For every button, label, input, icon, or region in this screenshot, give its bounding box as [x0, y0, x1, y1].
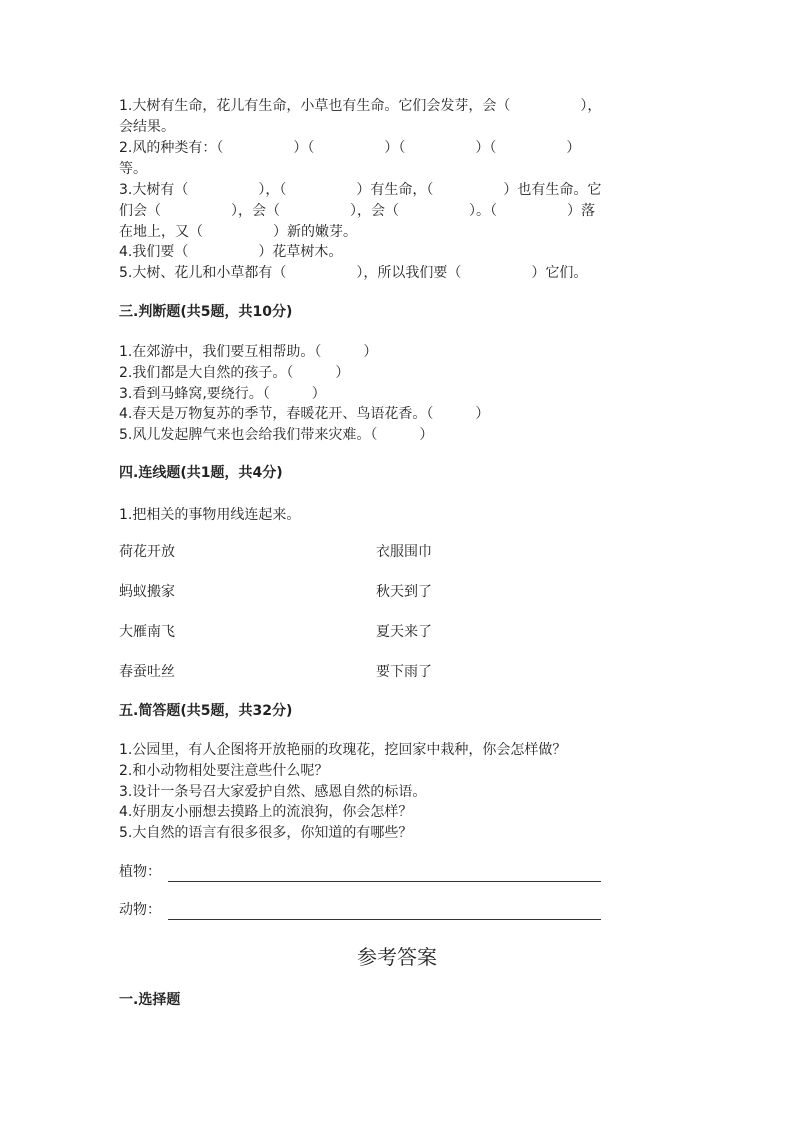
answer-key-title: 参考答案 [357, 945, 437, 969]
animals-answer-row [119, 900, 601, 922]
section-heading-judge: 三.判断题(共5题，共10分) [119, 304, 293, 320]
plants-answer-row [119, 862, 601, 884]
match-right-item: 夏天来了 [376, 624, 432, 640]
fill-blank-line: 等。 [119, 161, 147, 177]
fill-blank-line: 2.风的种类有：（ ）（ ）（ ）（ ） [119, 140, 581, 156]
match-right-item: 要下雨了 [376, 664, 432, 680]
match-right-item: 秋天到了 [376, 584, 432, 600]
judge-item: 4.春天是万物复苏的季节，春暖花开、鸟语花香。（ ） [119, 406, 490, 422]
match-left-item: 春蚕吐丝 [119, 664, 175, 680]
fill-blank-line: 会结果。 [119, 119, 175, 135]
fill-blank-line: 4.我们要（ ）花草树木。 [119, 244, 343, 260]
short-answer-item: 4.好朋友小丽想去摸路上的流浪狗，你会怎样？ [119, 804, 413, 820]
short-answer-item: 3.设计一条号召大家爱护自然、感恩自然的标语。 [119, 784, 427, 800]
plants-label: 植物： [119, 864, 161, 880]
match-left-item: 荷花开放 [119, 544, 175, 560]
match-left-item: 蚂蚁搬家 [119, 584, 175, 600]
answer-section-heading: 一.选择题 [119, 992, 181, 1008]
animals-label: 动物： [119, 902, 161, 918]
short-answer-item: 2.和小动物相处要注意些什么呢？ [119, 763, 329, 779]
fill-blank-line: 们会（ ），会（ ），会（ ）。（ ）落 [119, 203, 595, 219]
fill-blank-line: 在地上，又（ ）新的嫩芽。 [119, 224, 357, 240]
fill-blank-line: 3.大树有（ ），（ ）有生命，（ ）也有生命。它 [119, 182, 602, 198]
match-left-item: 大雁南飞 [119, 624, 175, 640]
plants-answer-line[interactable] [168, 881, 601, 882]
animals-answer-line[interactable] [168, 919, 601, 920]
judge-item: 2.我们都是大自然的孩子。（ ） [119, 365, 350, 381]
judge-item: 3.看到马蜂窝,要绕行。（ ） [119, 386, 326, 402]
judge-item: 5.风儿发起脾气来也会给我们带来灾难。（ ） [119, 427, 434, 443]
short-answer-item: 5.大自然的语言有很多很多，你知道的有哪些？ [119, 825, 413, 841]
section-heading-matching: 四.连线题(共1题，共4分) [119, 465, 283, 481]
fill-blank-line: 5.大树、花儿和小草都有（ ），所以我们要（ ）它们。 [119, 265, 588, 281]
short-answer-item: 1.公园里，有人企图将开放艳丽的玫瑰花，挖回家中栽种，你会怎样做？ [119, 742, 567, 758]
judge-item: 1.在郊游中，我们要互相帮助。（ ） [119, 344, 378, 360]
match-right-item: 衣服围巾 [376, 544, 432, 560]
matching-instruction: 1.把相关的事物用线连起来。 [119, 507, 301, 523]
section-heading-short-answer: 五.简答题(共5题，共32分) [119, 703, 293, 719]
fill-blank-line: 1.大树有生命，花儿有生命，小草也有生命。它们会发芽，会（ ）， [119, 98, 602, 114]
